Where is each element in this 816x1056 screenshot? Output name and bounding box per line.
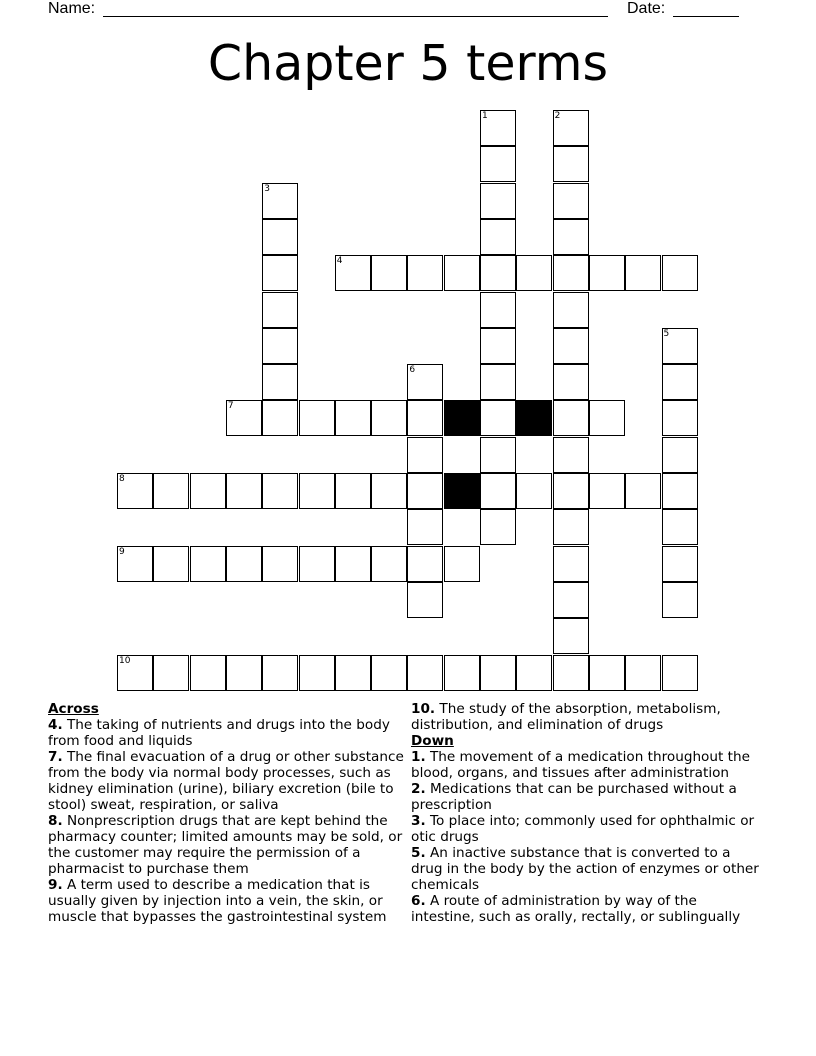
name-label: Name: — [48, 0, 96, 17]
clue-down-6 — [411, 893, 763, 925]
grid-cell[interactable] — [262, 292, 298, 328]
grid-cell[interactable] — [589, 473, 625, 509]
grid-cell[interactable] — [407, 473, 443, 509]
grid-cell[interactable] — [407, 400, 443, 436]
cell-number: 8 — [119, 474, 125, 484]
grid-cell[interactable] — [480, 473, 516, 509]
grid-cell[interactable] — [444, 255, 480, 291]
grid-cell[interactable] — [262, 219, 298, 255]
grid-cell[interactable] — [299, 655, 335, 691]
grid-cell[interactable] — [589, 655, 625, 691]
grid-cell[interactable] — [190, 473, 226, 509]
clue-number: 1. — [411, 749, 426, 765]
grid-cell[interactable] — [407, 655, 443, 691]
grid-cell[interactable] — [226, 655, 262, 691]
cell-number: 1 — [482, 111, 488, 121]
grid-cell[interactable] — [480, 110, 516, 146]
clue-across-8 — [48, 813, 408, 877]
clue-text: An inactive substance that is converted to a drug in the body by the action of enzymes or other chemicals — [411, 845, 759, 893]
clue-text: The final evacuation of a drug or other substance from the body via normal body processes, such as kidney elimination (urine), biliary excretion (bile to stool) sweat, respiration, or saliva — [48, 749, 404, 813]
grid-cell[interactable] — [480, 400, 516, 436]
clue-number: 2. — [411, 781, 426, 797]
cell-number: 7 — [227, 401, 234, 412]
grid-cell[interactable] — [662, 582, 698, 618]
grid-block — [444, 473, 480, 509]
grid-cell[interactable] — [153, 546, 189, 582]
clue-number: 9. — [48, 877, 63, 893]
clue-across-9 — [48, 877, 408, 925]
grid-cell[interactable] — [480, 328, 516, 364]
grid-cell[interactable] — [662, 437, 698, 473]
grid-cell[interactable] — [662, 473, 698, 509]
grid-cell[interactable] — [553, 509, 589, 545]
grid-cell[interactable] — [516, 473, 552, 509]
cell-number: 9 — [119, 546, 125, 557]
down-heading: Down — [411, 733, 454, 749]
grid-cell[interactable] — [444, 655, 480, 691]
grid-cell[interactable] — [299, 546, 335, 582]
clue-down-2 — [411, 781, 763, 813]
grid-cell[interactable] — [662, 328, 698, 364]
grid-cell[interactable] — [480, 509, 516, 545]
clue-down-3 — [411, 813, 763, 845]
grid-cell[interactable] — [553, 655, 589, 691]
grid-cell[interactable] — [662, 509, 698, 545]
grid-cell[interactable] — [553, 183, 589, 219]
grid-cell[interactable] — [262, 400, 298, 436]
grid-cell[interactable] — [371, 655, 407, 691]
grid-cell[interactable] — [553, 473, 589, 509]
clues-column-right — [411, 701, 763, 925]
grid-cell[interactable] — [553, 364, 589, 400]
grid-cell[interactable] — [407, 437, 443, 473]
grid-cell[interactable] — [553, 400, 589, 436]
grid-cell[interactable] — [407, 582, 443, 618]
grid-cell[interactable] — [262, 328, 298, 364]
grid-cell[interactable] — [625, 655, 661, 691]
clue-down-5 — [411, 845, 763, 893]
grid-cell[interactable] — [589, 255, 625, 291]
grid-cell[interactable] — [190, 655, 226, 691]
grid-cell[interactable] — [553, 110, 589, 146]
grid-cell[interactable] — [407, 364, 443, 400]
grid-cell[interactable] — [480, 183, 516, 219]
grid-cell[interactable] — [407, 509, 443, 545]
grid-cell[interactable] — [371, 400, 407, 436]
grid-cell[interactable] — [553, 292, 589, 328]
grid-cell[interactable] — [335, 400, 371, 436]
grid-block — [444, 400, 480, 436]
grid-cell[interactable] — [480, 292, 516, 328]
page-title: Chapter 5 terms — [207, 35, 609, 92]
clue-text: The movement of a medication throughout the blood, organs, and tissues after administration — [411, 749, 750, 781]
clue-number: 8. — [48, 813, 63, 829]
grid-cell[interactable] — [371, 473, 407, 509]
clue-across-4 — [48, 717, 408, 749]
cell-number: 4 — [336, 256, 343, 267]
grid-cell[interactable] — [553, 146, 589, 182]
grid-cell[interactable] — [153, 655, 189, 691]
grid-cell[interactable] — [262, 546, 298, 582]
grid-cell[interactable] — [553, 546, 589, 582]
clue-text: Nonprescription drugs that are kept behind the pharmacy counter; limited amounts may be sold, or the customer may require the permission of a pharmacist to purchase them — [48, 813, 403, 877]
clue-number: 4. — [48, 717, 63, 733]
grid-cell[interactable] — [662, 364, 698, 400]
grid-cell[interactable] — [299, 400, 335, 436]
grid-cell[interactable] — [299, 473, 335, 509]
grid-cell[interactable] — [117, 546, 153, 582]
grid-cell[interactable] — [262, 655, 298, 691]
grid-cell[interactable] — [553, 618, 589, 654]
grid-block — [516, 400, 552, 436]
grid-cell[interactable] — [262, 183, 298, 219]
clue-number: 6. — [411, 893, 426, 909]
grid-cell[interactable] — [262, 473, 298, 509]
grid-cell[interactable] — [335, 546, 371, 582]
clue-number: 5. — [411, 845, 426, 861]
grid-cell[interactable] — [553, 437, 589, 473]
grid-cell[interactable] — [335, 255, 371, 291]
cell-number: 5 — [663, 328, 670, 339]
grid-cell[interactable] — [662, 255, 698, 291]
grid-cell[interactable] — [444, 546, 480, 582]
clue-text: To place into; commonly used for ophthalmic or otic drugs — [411, 813, 755, 845]
grid-cell[interactable] — [262, 255, 298, 291]
clue-across-7 — [48, 749, 408, 813]
grid-cell[interactable] — [226, 400, 262, 436]
grid-cell[interactable] — [553, 219, 589, 255]
grid-cell[interactable] — [480, 437, 516, 473]
grid-cell[interactable] — [589, 400, 625, 436]
clue-across-10 — [411, 701, 763, 733]
grid-cell[interactable] — [335, 655, 371, 691]
grid-cell[interactable] — [662, 400, 698, 436]
grid-cell[interactable] — [516, 255, 552, 291]
grid-cell[interactable] — [407, 546, 443, 582]
grid-cell[interactable] — [407, 255, 443, 291]
grid-cell[interactable] — [190, 546, 226, 582]
clue-text: A route of administration by way of the intestine, such as orally, rectally, or sublingually — [411, 893, 741, 925]
grid-cell[interactable] — [153, 473, 189, 509]
grid-cell[interactable] — [553, 255, 589, 291]
cell-number: 2 — [554, 111, 561, 121]
clue-text: A term used to describe a medication that is usually given by injection into a vein, the skin, or muscle that bypasses the gastrointestinal system — [48, 877, 387, 925]
grid-cell[interactable] — [480, 146, 516, 182]
clue-down-1 — [411, 749, 763, 781]
cell-number: 10 — [119, 655, 131, 666]
date-label: Date: — [627, 0, 666, 17]
grid-cell[interactable] — [480, 655, 516, 691]
grid-cell[interactable] — [516, 655, 552, 691]
grid-cell[interactable] — [553, 582, 589, 618]
grid-cell[interactable] — [625, 473, 661, 509]
grid-cell[interactable] — [625, 255, 661, 291]
clue-number: 3. — [411, 813, 426, 829]
cell-number: 6 — [409, 365, 416, 376]
clue-text: The taking of nutrients and drugs into the body from food and liquids — [48, 717, 390, 749]
cell-number: 3 — [264, 183, 270, 194]
grid-cell[interactable] — [371, 255, 407, 291]
grid-cell[interactable] — [480, 219, 516, 255]
clue-number: 10. — [411, 701, 436, 717]
grid-cell[interactable] — [117, 473, 153, 509]
grid-cell[interactable] — [662, 546, 698, 582]
grid-cell[interactable] — [117, 655, 153, 691]
clue-number: 7. — [48, 749, 63, 765]
clues-column-left — [48, 701, 408, 925]
grid-cell[interactable] — [262, 364, 298, 400]
clue-text: The study of the absorption, metabolism, distribution, and elimination of drugs — [411, 701, 721, 733]
across-heading: Across — [48, 701, 99, 717]
grid-cell[interactable] — [553, 328, 589, 364]
grid-cell[interactable] — [371, 546, 407, 582]
grid-cell[interactable] — [226, 473, 262, 509]
grid-cell[interactable] — [226, 546, 262, 582]
grid-cell[interactable] — [335, 473, 371, 509]
grid-cell[interactable] — [480, 255, 516, 291]
clue-text: Medications that can be purchased without a prescription — [411, 781, 737, 813]
grid-cell[interactable] — [662, 655, 698, 691]
grid-cell[interactable] — [480, 364, 516, 400]
